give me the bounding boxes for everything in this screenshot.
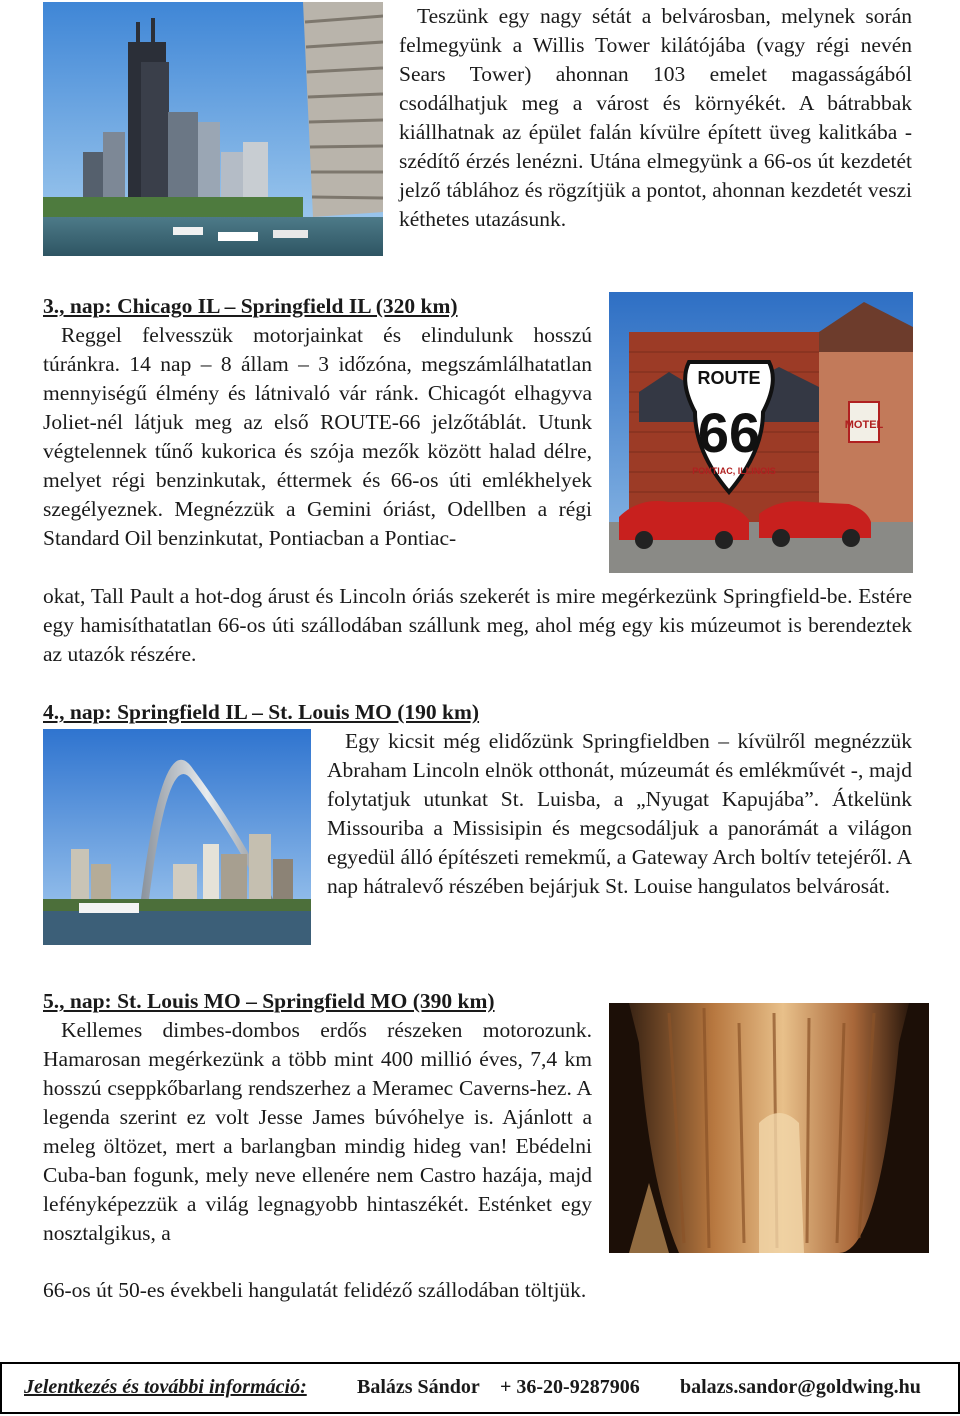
meramec-caverns-photo — [609, 1003, 929, 1253]
day3-wrapped-text: Reggel felvesszük motorjainkat és elindulunk hosszú túránkra. 14 nap – 8 állam – 3 időzóna, megszámlálhatatlan mennyiségű élmény és látnivaló vár ránk. Chicagót elhagyva Joliet-nél látjuk meg az első ROUTE-66 jelzőtáblát. Utunk végtelennek tűnő kukorica és szója mezők között halad délre, melyet régi benzinkutak, éttermek és 66-os úti emlékhelyek szegélyeznek. Megnézzük a Gemini óriást, Odellben a régi Standard Oil benzinkutat, Pontiacban a Pontiac- — [43, 323, 592, 550]
day5-heading: 5., nap: St. Louis MO – Springfield MO (390 km) — [43, 989, 495, 1013]
footer-contact-name: Balázs Sándor — [357, 1376, 480, 1398]
footer-label: Jelentkezés és további információ: — [24, 1376, 307, 1398]
day4-heading: 4., nap: Springfield IL – St. Louis MO (190 km) — [43, 700, 480, 724]
route-number-text: 66 — [697, 401, 761, 464]
day5-wrapped-text: Kellemes dimbes-dombos erdős részeken motorozunk. Hamarosan megérkezünk a több mint 400 millió éves, 7,4 km hosszú cseppkőbarlang rendszerhez a Meramec Caverns-hez. A legenda szerint ez volt Jesse James búvóhelye is. Ajánlott a meleg öltözet, mert a barlangban mindig hideg van! Ebédelni Cuba-ban fogunk, mely neve ellenére nem Castro hazája, majd lefényképezzük a világ legnagyobb hintaszékét. Esténket egy nosztalgikus, a — [43, 1018, 592, 1245]
intro-paragraph: Teszünk egy nagy sétát a belvárosban, melynek során felmegyünk a Willis Tower kilátójába (vagy régi nevén Sears Tower) ahonnan 103 emelet magasságából csodálhatjuk meg a várost és környékét. A bátrabbak kiállhatnak az épület falán kívülre épített üveg kalitkába - szédítő érzés lenézni. Utána elmegyünk a 66-os út kezdetét jelző táblához és rögzítjük a pontot, ahonnan kezdetét veszi kéthetes utazásunk. — [399, 4, 912, 231]
route66-mural-photo — [609, 292, 913, 573]
chicago-skyline-photo — [43, 2, 383, 256]
pontiac-text: PONTIAC, ILLINOIS — [692, 466, 776, 476]
day3-heading: 3., nap: Chicago IL – Springfield IL (320 km) — [43, 294, 458, 318]
day3-full-text: okat, Tall Pault a hot-dog árust és Lincoln óriás szekerét is mire megérkezünk Springfield-be. Estére egy hamisíthatatlan 66-os úti szállodában szállunk meg, ahol még egy kis múzeumot is berendeztek az utazók részére. — [43, 584, 912, 666]
route-sign-text: ROUTE — [697, 368, 761, 388]
day4-text: Egy kicsit még elidőzünk Springfieldben – kívülről megnézzük Abraham Lincoln elnök otthonát, múzeumát és emlékművét -, majd folytatjuk utunkat St. Luisba, a „Nyugat Kapujába”. Átkelünk Missouriba a Missisipin és megcsodáljuk a panorámát a világon egyedül álló építészeti remekmű, a Gateway Arch boltív tetejéről. A nap hátralevő részében bejárjuk St. Louise hangulatos belvárosát. — [327, 729, 912, 898]
footer-email-link[interactable]: balazs.sandor@goldwing.hu — [680, 1376, 921, 1398]
motel-sign-text: MOTEL — [844, 419, 884, 431]
day5-full-text: 66-os út 50-es évekbeli hangulatát felidéző szállodában töltjük. — [43, 1278, 587, 1302]
contact-footer — [0, 1362, 960, 1414]
gateway-arch-photo — [43, 729, 311, 945]
footer-phone[interactable]: + 36-20-9287906 — [500, 1376, 640, 1398]
